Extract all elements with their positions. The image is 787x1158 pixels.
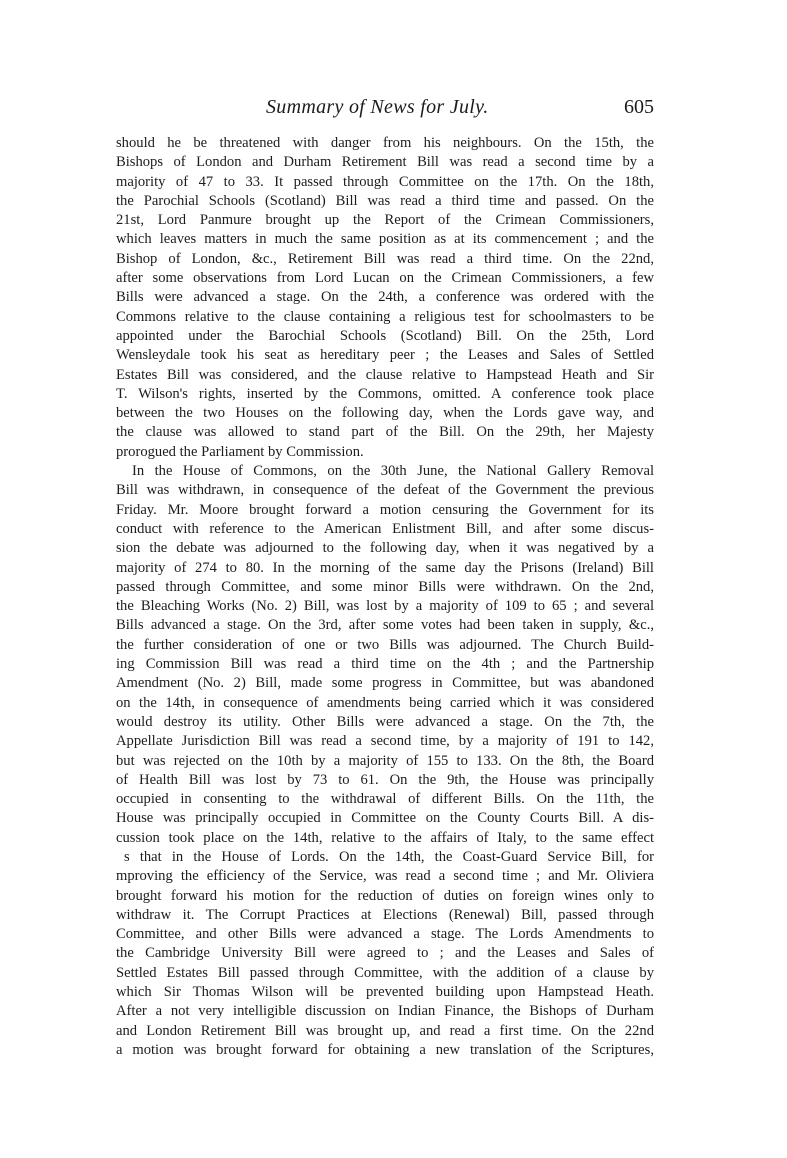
- text-line: which Sir Thomas Wilson will be prevented building upon Hampstead Heath.: [116, 984, 654, 1001]
- text-line: Bills advanced a stage. On the 3rd, after some votes had been taken in supply, &c.,: [116, 617, 654, 634]
- text-line: majority of 47 to 33. It passed through Committee on the 17th. On the 18th,: [116, 173, 654, 190]
- paragraph-start-line: In the House of Commons, on the 30th June, the National Gallery Removal: [132, 463, 654, 480]
- text-line: of Health Bill was lost by 73 to 61. On the 9th, the House was principally: [116, 771, 654, 788]
- text-line: the Parochial Schools (Scotland) Bill was read a third time and passed. On the: [116, 192, 654, 209]
- text-line: Bills were advanced a stage. On the 24th, a conference was ordered with the: [116, 289, 654, 306]
- text-line: Bishop of London, &c., Retirement Bill was read a third time. On the 22nd,: [116, 250, 654, 267]
- text-line: Amendment (No. 2) Bill, made some progress in Committee, but was abandoned: [116, 675, 654, 692]
- text-line: T. Wilson's rights, inserted by the Commons, omitted. A conference took place: [116, 385, 654, 402]
- body-text: [116, 134, 654, 1080]
- text-line: After a not very intelligible discussion on Indian Finance, the Bishops of Durham: [116, 1003, 654, 1020]
- text-line: should he be threatened with danger from his neighbours. On the 15th, the: [116, 135, 654, 151]
- text-line: conduct with reference to the American Enlistment Bill, and after some discus-: [116, 520, 654, 537]
- text-line: House was principally occupied in Committee on the County Courts Bill. A dis-: [116, 810, 654, 827]
- page-header: [116, 96, 654, 126]
- text-line: Appellate Jurisdiction Bill was read a second time, by a majority of 191 to 142,: [116, 733, 654, 750]
- text-line: Wensleydale took his seat as hereditary peer ; the Leases and Sales of Settled: [116, 347, 654, 364]
- text-line: after some observations from Lord Lucan on the Crimean Commissioners, a few: [116, 270, 654, 287]
- text-line: prorogued the Parliament by Commission.: [116, 443, 364, 460]
- text-line: withdraw it. The Corrupt Practices at Elections (Renewal) Bill, passed through: [116, 906, 654, 923]
- text-line: which leaves matters in much the same position as at its commencement ; and the: [116, 231, 654, 248]
- text-line: cussion took place on the 14th, relative to the affairs of Italy, to the same effect: [116, 829, 654, 846]
- text-line: 21st, Lord Panmure brought up the Report of the Crimean Commissioners,: [116, 212, 654, 229]
- text-line: between the two Houses on the following day, when the Lords gave way, and: [116, 405, 654, 422]
- text-line: mproving the efficiency of the Service, was read a second time ; and Mr. Oliviera: [116, 868, 654, 885]
- text-line: the Bleaching Works (No. 2) Bill, was lost by a majority of 109 to 65 ; and several: [116, 598, 654, 615]
- text-line: brought forward his motion for the reduction of duties on foreign wines only to: [116, 887, 654, 904]
- text-line: Committee, and other Bills were advanced a stage. The Lords Amendments to: [116, 926, 654, 943]
- text-line: s that in the House of Lords. On the 14th, the Coast-Guard Service Bill, for: [124, 848, 654, 865]
- text-line: a motion was brought forward for obtaining a new translation of the Scriptures,: [116, 1041, 654, 1058]
- text-line: [116, 1060, 654, 1079]
- text-line: the clause was allowed to stand part of the Bill. On the 29th, her Majesty: [116, 424, 654, 441]
- text-line: Bill was withdrawn, in consequence of the defeat of the Government the previous: [116, 482, 654, 499]
- text-line: would destroy its utility. Other Bills were advanced a stage. On the 7th, the: [116, 713, 654, 730]
- text-line: sion the debate was adjourned to the following day, when it was negatived by a: [116, 540, 654, 557]
- text-line: appointed under the Barochial Schools (Scotland) Bill. On the 25th, Lord: [116, 327, 654, 344]
- text-line: Estates Bill was considered, and the clause relative to Hampstead Heath and Sir: [116, 366, 654, 383]
- text-line: Settled Estates Bill passed through Committee, with the addition of a clause by: [116, 964, 654, 981]
- running-title: Summary of News for July.: [266, 96, 489, 118]
- text-line: on the 14th, in consequence of amendments being carried which it was considered: [116, 694, 654, 711]
- text-line: the further consideration of one or two Bills was adjourned. The Church Build-: [116, 636, 654, 653]
- text-line: and London Retirement Bill was brought up, and read a first time. On the 22nd: [116, 1022, 654, 1039]
- text-line: Bishops of London and Durham Retirement Bill was read a second time by a: [116, 154, 654, 171]
- text-line: majority of 274 to 80. In the morning of the same day the Prisons (Ireland) Bill: [116, 559, 654, 576]
- text-line: Friday. Mr. Moore brought forward a motion censuring the Government for its: [116, 501, 654, 518]
- text-line: the Cambridge University Bill were agreed to ; and the Leases and Sales of: [116, 945, 654, 962]
- text-line: ing Commission Bill was read a third time on the 4th ; and the Partnership: [116, 656, 654, 673]
- text-line: occupied in consenting to the withdrawal of different Bills. On the 11th, the: [116, 791, 654, 808]
- text-line: passed through Committee, and some minor Bills were withdrawn. On the 2nd,: [116, 578, 654, 595]
- text-line: but was rejected on the 10th by a majority of 155 to 133. On the 8th, the Board: [116, 752, 654, 769]
- page-number: 605: [624, 96, 654, 118]
- text-line: Commons relative to the clause containing a religious test for schoolmasters to be: [116, 308, 654, 325]
